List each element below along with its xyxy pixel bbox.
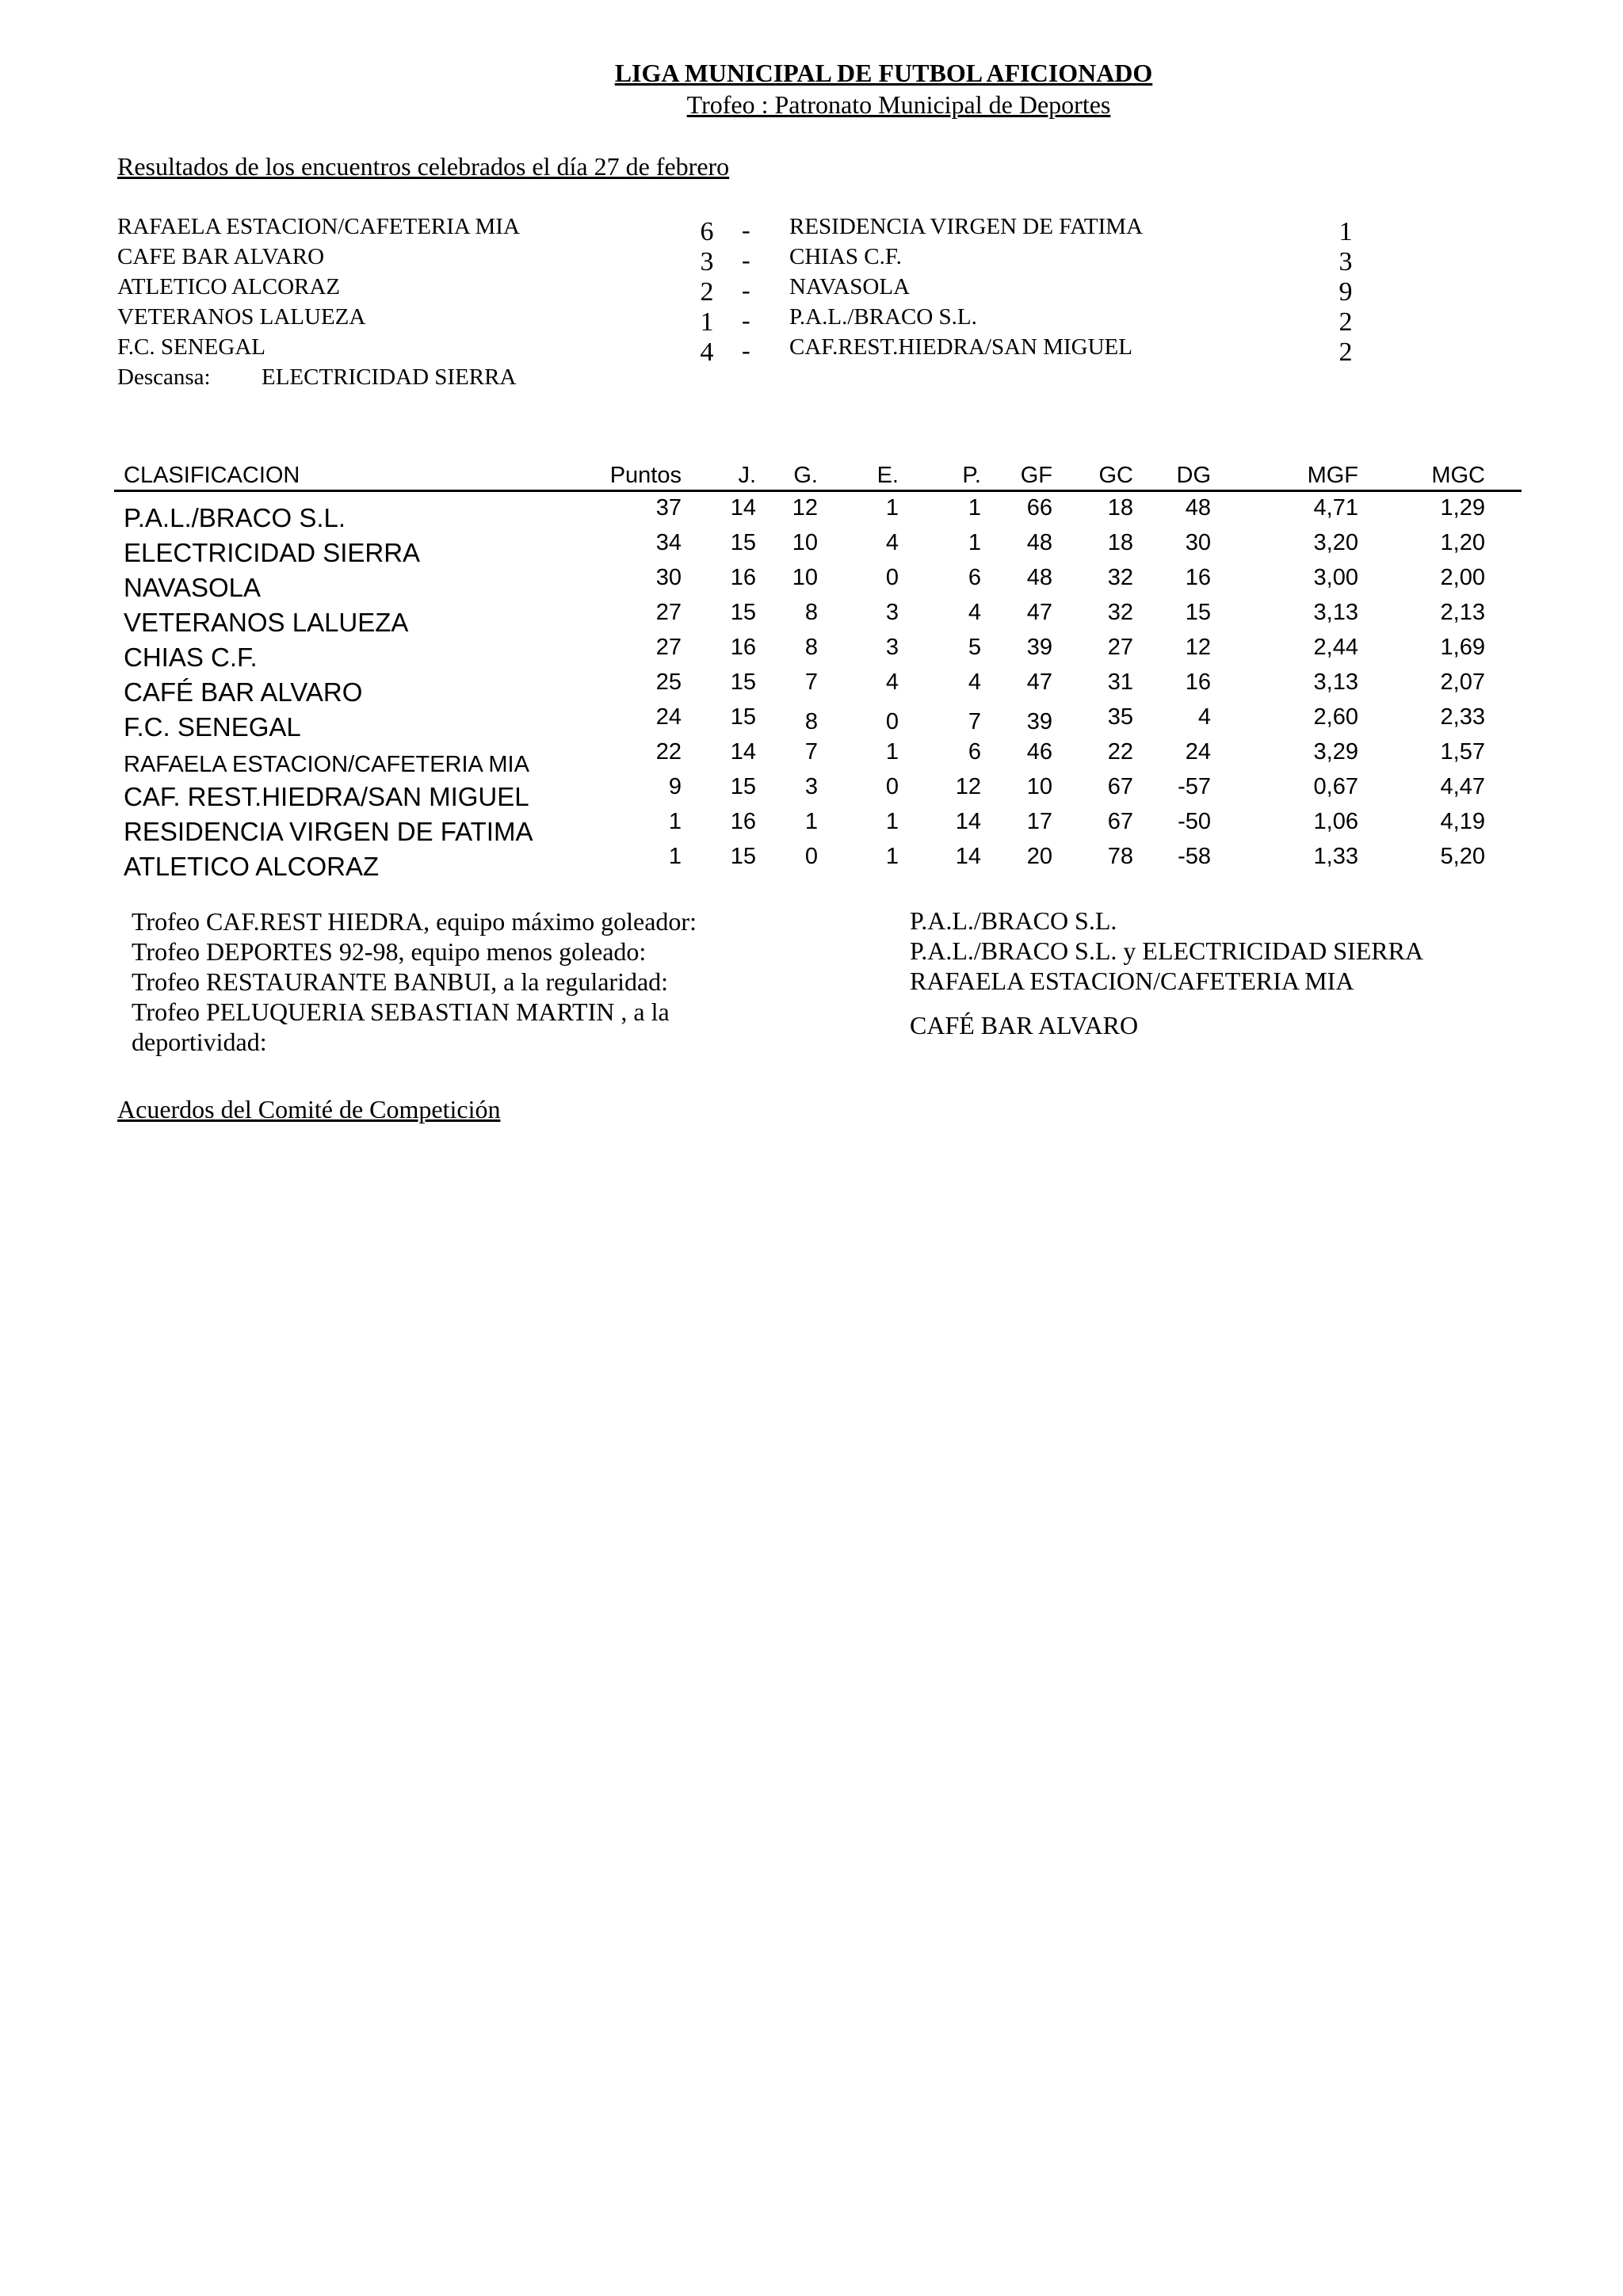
header-won: G. [793, 463, 818, 488]
drawn: 1 [885, 844, 899, 869]
goal-diff: -57 [1178, 774, 1211, 799]
points: 22 [655, 739, 682, 765]
played: 14 [730, 739, 756, 765]
score-separator: - [742, 215, 750, 244]
score-separator: - [742, 276, 750, 304]
team-name: ATLETICO ALCORAZ [124, 852, 380, 881]
goal-diff: 4 [1197, 704, 1211, 730]
drawn: 4 [885, 530, 899, 555]
table-row [114, 631, 1522, 672]
avg-goals-against: 1,20 [1440, 530, 1485, 555]
drawn: 3 [885, 635, 899, 660]
avg-goals-for: 3,13 [1313, 669, 1358, 695]
home-team: ATLETICO ALCORAZ [117, 274, 341, 299]
away-score: 2 [1338, 307, 1353, 337]
goal-diff: 15 [1185, 600, 1211, 625]
home-team: CAFE BAR ALVARO [117, 244, 325, 269]
lost: 7 [968, 709, 981, 734]
team-name: F.C. SENEGAL [124, 712, 301, 742]
away-score: 3 [1338, 247, 1353, 277]
away-score: 2 [1338, 338, 1353, 367]
away-team: RESIDENCIA VIRGEN DE FATIMA [789, 214, 1144, 239]
drawn: 3 [885, 600, 899, 625]
away-score: 1 [1338, 217, 1353, 246]
team-name: VETERANOS LALUEZA [124, 608, 409, 637]
team-name: CAFÉ BAR ALVARO [124, 677, 363, 707]
drawn: 1 [885, 495, 899, 521]
goal-diff: 16 [1185, 565, 1211, 590]
match-row [0, 214, 1623, 244]
drawn: 4 [885, 669, 899, 695]
drawn: 1 [885, 739, 899, 765]
won: 12 [792, 495, 818, 521]
lost: 5 [968, 635, 981, 660]
match-row [0, 244, 1623, 277]
avg-goals-for: 3,00 [1313, 565, 1358, 590]
played: 16 [730, 809, 756, 834]
points: 30 [655, 565, 682, 590]
header-played: J. [738, 463, 756, 488]
avg-goals-against: 5,20 [1440, 844, 1485, 869]
avg-goals-for: 1,33 [1313, 844, 1358, 869]
team-name: CHIAS C.F. [124, 643, 258, 672]
goals-for: 17 [1026, 809, 1052, 834]
points: 27 [655, 600, 682, 625]
home-score: 6 [700, 217, 714, 246]
drawn: 0 [885, 774, 899, 799]
lost: 12 [955, 774, 981, 799]
won: 8 [804, 635, 818, 660]
goals-for: 20 [1026, 844, 1052, 869]
drawn: 0 [885, 709, 899, 734]
score-separator: - [742, 336, 750, 364]
trophy-label: Trofeo RESTAURANTE BANBUI, a la regularidad: [132, 967, 669, 996]
goal-diff: -58 [1178, 844, 1211, 869]
lost: 14 [955, 844, 981, 869]
avg-goals-against: 1,69 [1440, 635, 1485, 660]
goals-for: 48 [1026, 530, 1052, 555]
away-team: CAF.REST.HIEDRA/SAN MIGUEL [789, 334, 1132, 360]
standings-table [114, 460, 1522, 881]
table-row [114, 771, 1522, 811]
played: 16 [730, 635, 756, 660]
won: 7 [804, 669, 818, 695]
goals-against: 22 [1107, 739, 1133, 765]
points: 24 [655, 704, 682, 730]
lost: 1 [968, 530, 981, 555]
avg-goals-against: 1,29 [1440, 495, 1485, 521]
header-avg-goals-for: MGF [1307, 463, 1358, 488]
avg-goals-for: 3,13 [1313, 600, 1358, 625]
team-name: CAF. REST.HIEDRA/SAN MIGUEL [124, 782, 529, 811]
played: 15 [730, 704, 756, 730]
goals-for: 46 [1026, 739, 1052, 765]
avg-goals-against: 2,33 [1440, 704, 1485, 730]
goals-against: 35 [1107, 704, 1133, 730]
trophy-winner: P.A.L./BRACO S.L. [910, 906, 1117, 935]
points: 9 [668, 774, 682, 799]
goal-diff: 30 [1185, 530, 1211, 555]
avg-goals-against: 4,19 [1440, 809, 1485, 834]
table-row [114, 841, 1522, 881]
avg-goals-for: 4,71 [1313, 495, 1358, 521]
points: 37 [655, 495, 682, 521]
lost: 4 [968, 669, 981, 695]
header-lost: P. [962, 463, 981, 488]
match-row [0, 304, 1623, 337]
goal-diff: 12 [1185, 635, 1211, 660]
away-team: CHIAS C.F. [789, 244, 902, 269]
points: 34 [655, 530, 682, 555]
avg-goals-against: 2,00 [1440, 565, 1485, 590]
goals-for: 47 [1026, 600, 1052, 625]
table-row [114, 527, 1522, 567]
goals-for: 48 [1026, 565, 1052, 590]
played: 15 [730, 530, 756, 555]
points: 25 [655, 669, 682, 695]
won: 10 [792, 530, 818, 555]
avg-goals-for: 3,29 [1313, 739, 1358, 765]
won: 8 [804, 709, 818, 734]
header-points: Puntos [609, 463, 682, 488]
goal-diff: 16 [1185, 669, 1211, 695]
header-goal-diff: DG [1176, 463, 1211, 488]
results-heading: Resultados de los encuentros celebrados el día 27 de febrero [117, 152, 730, 181]
goals-against: 31 [1107, 669, 1133, 695]
team-name: P.A.L./BRACO S.L. [124, 503, 346, 532]
played: 15 [730, 774, 756, 799]
played: 16 [730, 565, 756, 590]
team-name: RAFAELA ESTACION/CAFETERIA MIA [124, 752, 529, 777]
goal-diff: 24 [1185, 739, 1211, 765]
drawn: 0 [885, 565, 899, 590]
goals-for: 10 [1026, 774, 1052, 799]
table-row [114, 492, 1522, 532]
goals-for: 39 [1026, 635, 1052, 660]
home-team: VETERANOS LALUEZA [117, 304, 366, 330]
agreements-heading: Acuerdos del Comité de Competición [117, 1095, 501, 1123]
home-team: RAFAELA ESTACION/CAFETERIA MIA [117, 214, 520, 239]
score-separator: - [742, 306, 750, 334]
avg-goals-against: 1,57 [1440, 739, 1485, 765]
match-row [0, 334, 1623, 367]
match-row [0, 274, 1623, 307]
goals-for: 39 [1026, 709, 1052, 734]
header-drawn: E. [876, 463, 899, 488]
played: 15 [730, 669, 756, 695]
trophy-label: Trofeo DEPORTES 92-98, equipo menos goleado: [132, 937, 647, 966]
rest-label: Descansa: [117, 364, 211, 390]
table-row [114, 597, 1522, 637]
table-row [114, 736, 1522, 777]
lost: 6 [968, 739, 981, 765]
trophy-winner: CAFÉ BAR ALVARO [910, 1011, 1139, 1039]
won: 0 [804, 844, 818, 869]
points: 1 [668, 809, 682, 834]
header-goals-for: GF [1020, 463, 1052, 488]
document-title: LIGA MUNICIPAL DE FUTBOL AFICIONADO [614, 59, 1153, 87]
table-row [114, 806, 1522, 846]
home-score: 3 [700, 247, 714, 277]
won: 8 [804, 600, 818, 625]
avg-goals-for: 2,60 [1313, 704, 1358, 730]
drawn: 1 [885, 809, 899, 834]
standings-header [114, 460, 1522, 492]
home-score: 4 [700, 338, 714, 367]
goals-against: 67 [1107, 809, 1133, 834]
trophy-label: Trofeo PELUQUERIA SEBASTIAN MARTIN , a la deportividad: [132, 997, 670, 1056]
goals-against: 32 [1107, 565, 1133, 590]
team-name: ELECTRICIDAD SIERRA [124, 538, 421, 567]
avg-goals-for: 1,06 [1313, 809, 1358, 834]
avg-goals-against: 2,13 [1440, 600, 1485, 625]
header-goals-against: GC [1098, 463, 1133, 488]
avg-goals-for: 3,20 [1313, 530, 1358, 555]
away-score: 9 [1338, 277, 1353, 307]
document-subtitle: Trofeo : Patronato Municipal de Deportes [686, 90, 1111, 119]
avg-goals-for: 0,67 [1313, 774, 1358, 799]
trophy-winner: RAFAELA ESTACION/CAFETERIA MIA [910, 967, 1354, 995]
header-team: CLASIFICACION [124, 463, 300, 488]
played: 15 [730, 844, 756, 869]
home-score: 1 [700, 307, 714, 337]
table-row [114, 562, 1522, 602]
lost: 4 [968, 600, 981, 625]
team-name: RESIDENCIA VIRGEN DE FATIMA [124, 817, 533, 846]
table-row [114, 666, 1522, 707]
won: 7 [804, 739, 818, 765]
won: 10 [792, 565, 818, 590]
goal-diff: 48 [1185, 495, 1211, 521]
won: 1 [804, 809, 818, 834]
avg-goals-against: 2,07 [1440, 669, 1485, 695]
trophy-label: Trofeo CAF.REST HIEDRA, equipo máximo goleador: [132, 907, 697, 936]
played: 14 [730, 495, 756, 521]
lost: 1 [968, 495, 981, 521]
lost: 14 [955, 809, 981, 834]
goal-diff: -50 [1178, 809, 1211, 834]
goals-against: 27 [1107, 635, 1133, 660]
header-avg-goals-against: MGC [1431, 463, 1485, 488]
goals-for: 47 [1026, 669, 1052, 695]
goals-against: 18 [1107, 530, 1133, 555]
lost: 6 [968, 565, 981, 590]
rest-team: ELECTRICIDAD SIERRA [262, 364, 517, 390]
home-score: 2 [700, 277, 714, 307]
avg-goals-for: 2,44 [1313, 635, 1358, 660]
team-name: NAVASOLA [124, 573, 262, 602]
trophy-winner: P.A.L./BRACO S.L. y ELECTRICIDAD SIERRA [910, 936, 1424, 965]
won: 3 [804, 774, 818, 799]
home-team: F.C. SENEGAL [117, 334, 265, 360]
goals-against: 67 [1107, 774, 1133, 799]
goals-for: 66 [1026, 495, 1052, 521]
table-row [114, 701, 1522, 742]
goals-against: 18 [1107, 495, 1133, 521]
avg-goals-against: 4,47 [1440, 774, 1485, 799]
score-separator: - [742, 246, 750, 274]
goals-against: 32 [1107, 600, 1133, 625]
points: 27 [655, 635, 682, 660]
away-team: P.A.L./BRACO S.L. [789, 304, 977, 330]
goals-against: 78 [1107, 844, 1133, 869]
played: 15 [730, 600, 756, 625]
points: 1 [668, 844, 682, 869]
away-team: NAVASOLA [789, 274, 911, 299]
